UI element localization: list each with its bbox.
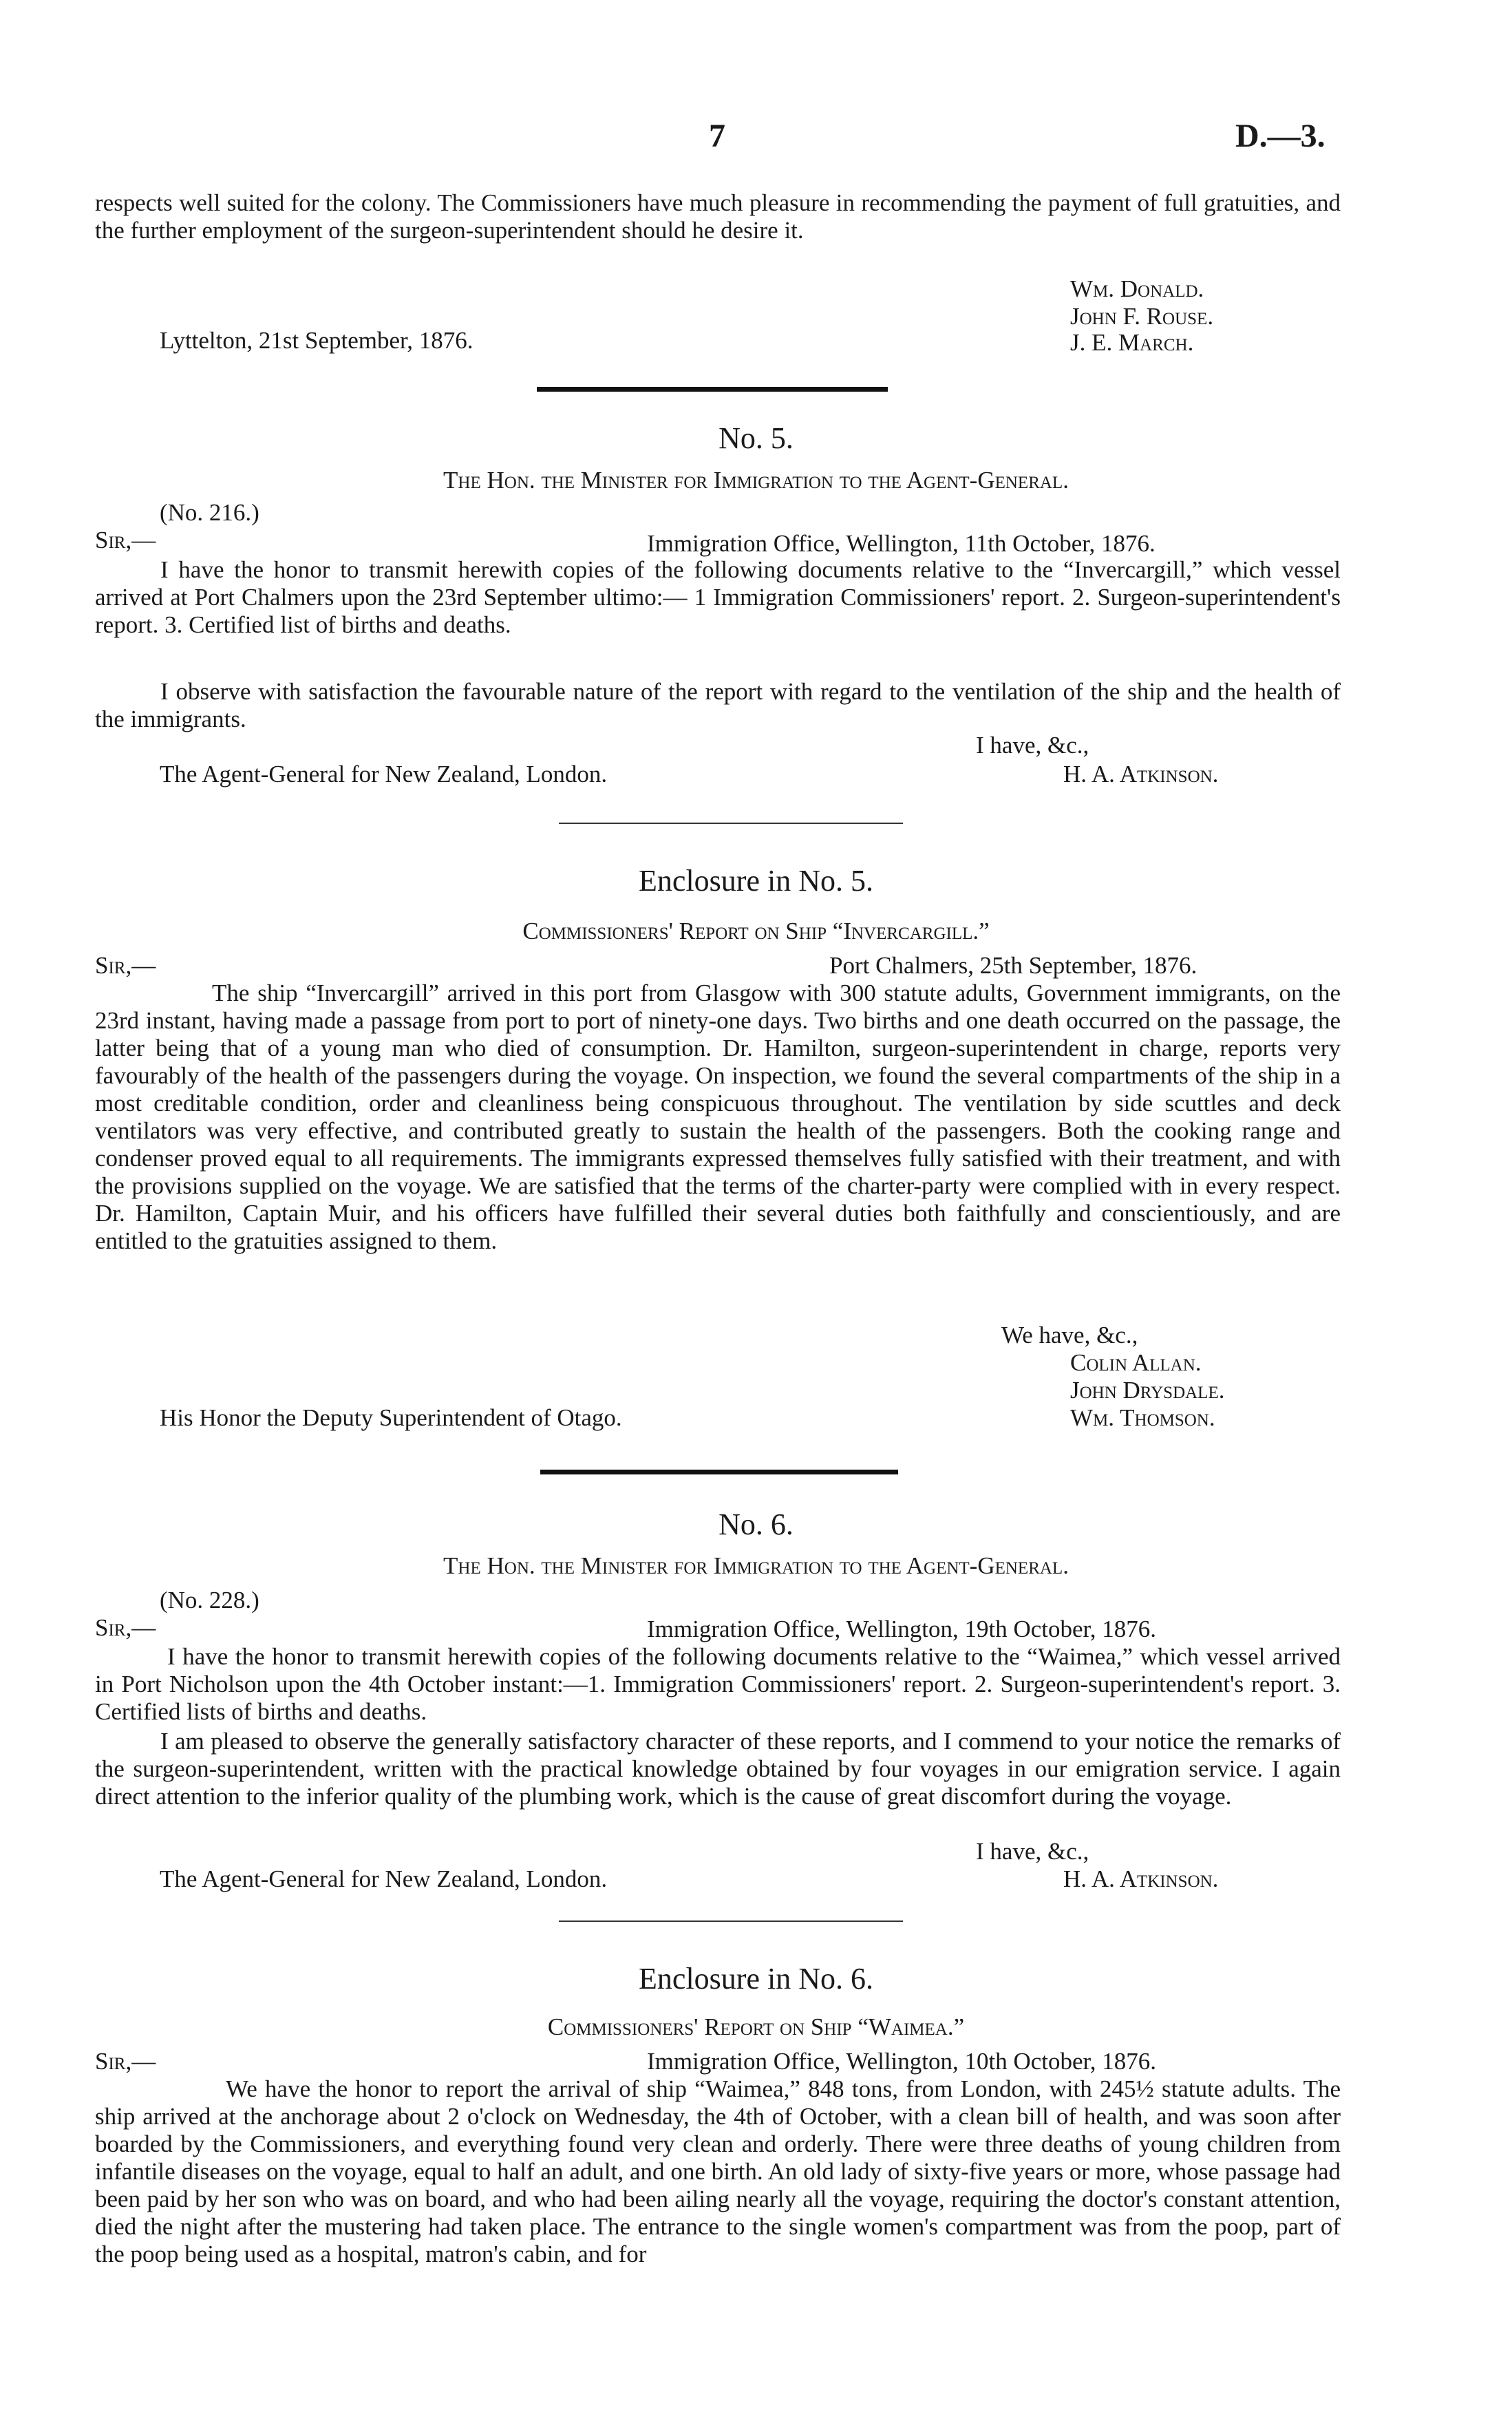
letter-reference: (No. 228.) — [160, 1587, 259, 1613]
section-divider — [540, 1470, 898, 1474]
section-subheading: The Hon. the Minister for Immigration to the Agent-General. — [443, 1552, 1069, 1579]
signatory: John Drysdale. — [1070, 1377, 1225, 1404]
body-paragraph: We have the honor to report the arrival of ship “Waimea,” 848 tons, from London, with 245½ statute adults. The ship arrived at the anchorage about 2 o'clock on Wednesday, the 4th of October, with a clean bill of health, and was soon after boarded by the Commissioners, and everything found very clean and orderly. There were three deaths of young children from infantile diseases on the voyage, equal to half an adult, and one birth. An old lady of sixty-five years or more, whose passage had been paid by her son who was on board, and who had been ailing nearly all the voyage, requiring the doctor's constant attention, died the night after the mustering had taken place. The entrance to the single women's compartment was from the poop, part of the poop being used as a hospital, matron's cabin, and for — [95, 2075, 1341, 2267]
signatory: J. E. March. — [1070, 329, 1194, 356]
addressee: His Honor the Deputy Superintendent of Otago. — [160, 1404, 622, 1431]
section-divider — [559, 1921, 903, 1922]
closing: I have, &c., — [976, 1838, 1089, 1865]
section-heading: No. 5. — [718, 421, 794, 455]
salutation: Sir,— — [95, 1614, 156, 1641]
salutation: Sir,— — [95, 2048, 156, 2075]
dateline: Immigration Office, Wellington, 11th October, 1876. — [647, 530, 1156, 557]
salutation: Sir,— — [95, 527, 156, 553]
enclosure-subheading: Commissioners' Report on Ship “Waimea.” — [547, 2013, 965, 2040]
signature: H. A. Atkinson. — [1063, 761, 1219, 787]
signature: H. A. Atkinson. — [1063, 1865, 1219, 1892]
continuation-paragraph: respects well suited for the colony. The Commissioners have much pleasure in recommending the payment of full gratuities, and the further employment of the surgeon-superintendent should he desire it. — [95, 189, 1341, 244]
body-paragraph: I have the honor to transmit herewith copies of the following documents relative to the “Waimea,” which vessel arrived in Port Nicholson upon the 4th October instant:—1. Immigration Commissioners' report. 2. Surgeon-superintendent's report. 3. Certified lists of births and deaths. — [95, 1643, 1341, 1725]
section-divider — [537, 387, 888, 392]
addressee: The Agent-General for New Zealand, London. — [160, 1865, 608, 1892]
dateline: Port Chalmers, 25th September, 1876. — [829, 952, 1197, 979]
body-paragraph: I have the honor to transmit herewith copies of the following documents relative to the “Invercargill,” which vessel arrived at Port Chalmers upon the 23rd September ultimo:— 1 Immigration Commissioners' report. 2. Surgeon-superintendent's report. 3. Certified list of births and deaths. — [95, 556, 1341, 638]
document-reference: D.—3. — [1235, 118, 1325, 154]
letter-reference: (No. 216.) — [160, 499, 259, 526]
dateline: Immigration Office, Wellington, 10th October, 1876. — [647, 2048, 1157, 2075]
addressee: The Agent-General for New Zealand, London. — [160, 761, 608, 787]
place-date: Lyttelton, 21st September, 1876. — [160, 327, 473, 354]
signatory: Colin Allan. — [1070, 1349, 1202, 1376]
enclosure-subheading: Commissioners' Report on Ship “Invercargill.” — [522, 918, 990, 944]
enclosure-heading: Enclosure in No. 6. — [639, 1962, 873, 1996]
signatory: Wm. Thomson. — [1070, 1404, 1215, 1431]
salutation: Sir,— — [95, 952, 156, 979]
closing: We have, &c., — [1001, 1322, 1138, 1348]
page-number: 7 — [709, 118, 725, 154]
section-divider — [559, 823, 903, 824]
closing: I have, &c., — [976, 732, 1089, 759]
section-subheading: The Hon. the Minister for Immigration to the Agent-General. — [443, 467, 1069, 494]
body-paragraph: I am pleased to observe the generally satisfactory character of these reports, and I commend to your notice the remarks of the surgeon-superintendent, written with the practical knowledge obtained by four voyages in our emigration service. I again direct attention to the inferior quality of the plumbing work, which is the cause of great discomfort during the voyage. — [95, 1728, 1341, 1810]
body-paragraph: I observe with satisfaction the favourable nature of the report with regard to the ventilation of the ship and the health of the immigrants. — [95, 678, 1341, 732]
signatory: Wm. Donald. — [1070, 275, 1204, 302]
body-paragraph: The ship “Invercargill” arrived in this port from Glasgow with 300 statute adults, Government immigrants, on the 23rd instant, having made a passage from port to port of ninety-one days. Two births and one death occurred on the passage, the latter being that of a young man who died of consumption. Dr. Hamilton, surgeon-superintendent in charge, reports very favourably of the health of the passengers during the voyage. On inspection, we found the several compartments of the ship in a most creditable condition, order and cleanliness being conspicuous throughout. The ventilation by side scuttles and deck ventilators was very effective, and contributed greatly to sustain the health of the passengers. Both the cooking range and condenser proved equal to all requirements. The immigrants expressed themselves fully satisfied with their treatment, and with the provisions supplied on the voyage. We are satisfied that the terms of the charter-party were complied with in every respect. Dr. Hamilton, Captain Muir, and his officers have fulfilled their several duties both faithfully and conscientiously, and are entitled to the gratuities assigned to them. — [95, 980, 1341, 1254]
section-heading: No. 6. — [718, 1507, 794, 1541]
dateline: Immigration Office, Wellington, 19th October, 1876. — [647, 1616, 1157, 1642]
enclosure-heading: Enclosure in No. 5. — [639, 864, 873, 898]
signatory: John F. Rouse. — [1070, 303, 1214, 330]
